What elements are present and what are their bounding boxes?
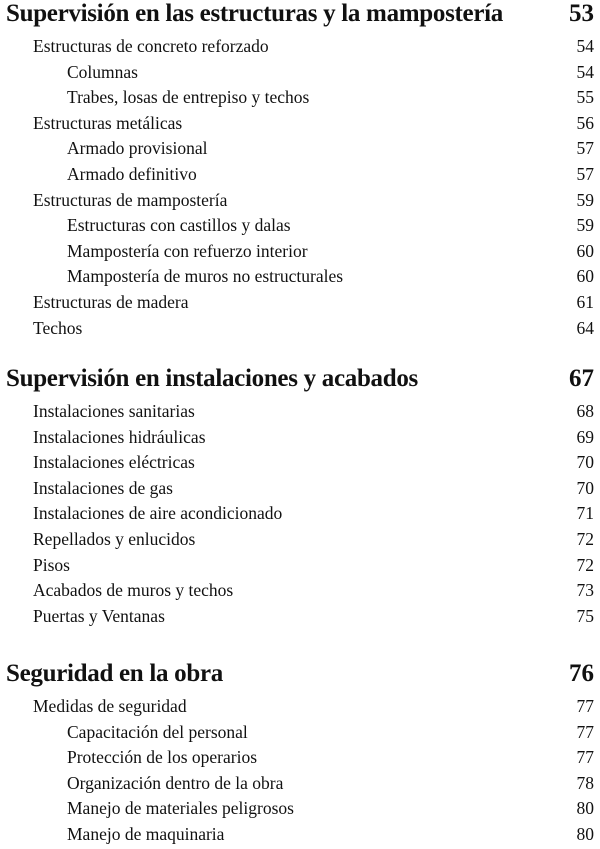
entry-page-number: 78 (576, 772, 594, 793)
toc-entry[interactable] (0, 34, 600, 60)
entry-page-number: 77 (576, 747, 594, 768)
toc-subentry[interactable] (0, 213, 600, 239)
toc-subentry[interactable] (0, 264, 600, 290)
toc-subentry[interactable] (0, 162, 600, 188)
toc-entry[interactable] (0, 316, 600, 342)
entry-page-number: 71 (576, 503, 594, 524)
entry-page-number: 72 (576, 554, 594, 575)
entry-page-number: 70 (576, 477, 594, 498)
entry-label: Capacitación del personal (67, 721, 248, 742)
entry-label: Repellados y enlucidos (33, 528, 196, 549)
toc-entry[interactable] (0, 425, 600, 451)
toc-subentry[interactable] (0, 60, 600, 86)
entry-page-number: 54 (576, 61, 594, 82)
entry-page-number: 70 (576, 452, 594, 473)
toc-subentry[interactable] (0, 745, 600, 771)
toc-section (0, 365, 600, 629)
toc-subentry[interactable] (0, 822, 600, 848)
entry-label: Instalaciones sanitarias (33, 401, 195, 421)
entry-label: Instalaciones de aire acondicionado (33, 503, 283, 524)
entry-page-number: 69 (576, 426, 594, 447)
entry-label: Organización dentro de la obra (67, 772, 284, 793)
entry-label: Techos (33, 317, 83, 338)
entry-page-number: 75 (576, 605, 594, 626)
section-heading[interactable] (0, 0, 600, 34)
entry-page-number: 60 (576, 240, 594, 261)
section-page-number: 76 (569, 660, 594, 687)
entry-page-number: 59 (576, 189, 594, 210)
entry-label: Instalaciones de gas (33, 477, 173, 498)
section-heading[interactable] (0, 660, 600, 694)
entry-label: Acabados de muros y techos (33, 580, 234, 601)
entry-page-number: 77 (576, 721, 594, 742)
section-title: Supervisión en las estructuras y la mampostería (6, 0, 503, 27)
entry-page-number: 80 (576, 823, 594, 844)
toc-subentry[interactable] (0, 771, 600, 797)
entry-label: Medidas de seguridad (33, 696, 187, 716)
section-page-number: 67 (569, 365, 594, 392)
entry-label: Armado definitivo (67, 163, 197, 184)
toc-entry[interactable] (0, 553, 600, 579)
toc-entry[interactable] (0, 501, 600, 527)
toc-entry[interactable] (0, 111, 600, 137)
entry-label: Mampostería de muros no estructurales (67, 266, 344, 287)
entry-page-number: 80 (576, 798, 594, 819)
entry-label: Trabes, losas de entrepiso y techos (67, 87, 310, 108)
entry-page-number: 61 (576, 291, 594, 312)
entry-label: Armado provisional (67, 138, 208, 159)
toc-entry[interactable] (0, 604, 600, 630)
entry-page-number: 77 (576, 696, 594, 716)
toc-entry[interactable] (0, 290, 600, 316)
entry-page-number: 57 (576, 163, 594, 184)
toc-section (0, 660, 600, 848)
toc-entry[interactable] (0, 188, 600, 214)
entry-label: Puertas y Ventanas (33, 605, 165, 626)
entry-label: Pisos (33, 554, 70, 575)
entry-label: Columnas (67, 61, 138, 82)
section-title: Supervisión en instalaciones y acabados (6, 365, 418, 392)
entry-page-number: 59 (576, 215, 594, 236)
entry-page-number: 56 (576, 112, 594, 133)
toc-entry[interactable] (0, 527, 600, 553)
entry-page-number: 64 (576, 317, 594, 338)
entry-label: Estructuras con castillos y dalas (67, 215, 291, 236)
toc-entry[interactable] (0, 450, 600, 476)
toc-subentry[interactable] (0, 239, 600, 265)
section-title: Seguridad en la obra (6, 660, 223, 687)
entry-page-number: 55 (576, 87, 594, 108)
entry-label: Estructuras de mampostería (33, 189, 228, 210)
entry-label: Manejo de materiales peligrosos (67, 798, 294, 819)
toc-subentry[interactable] (0, 796, 600, 822)
toc-subentry[interactable] (0, 85, 600, 111)
entry-page-number: 54 (576, 36, 594, 56)
entry-page-number: 73 (576, 580, 594, 601)
entry-label: Mampostería con refuerzo interior (67, 240, 308, 261)
entry-label: Protección de los operarios (67, 747, 258, 768)
section-heading[interactable] (0, 365, 600, 399)
entry-page-number: 68 (576, 401, 594, 421)
section-page-number: 53 (569, 0, 594, 27)
toc-section (0, 0, 600, 341)
entry-label: Estructuras de madera (33, 291, 189, 312)
entry-page-number: 60 (576, 266, 594, 287)
entry-label: Instalaciones hidráulicas (33, 426, 206, 447)
entry-label: Estructuras metálicas (33, 112, 183, 133)
toc-entry[interactable] (0, 578, 600, 604)
toc-entry[interactable] (0, 476, 600, 502)
entry-label: Manejo de maquinaria (67, 823, 225, 844)
entry-label: Estructuras de concreto reforzado (33, 36, 269, 56)
toc-entry[interactable] (0, 399, 600, 425)
toc-subentry[interactable] (0, 136, 600, 162)
toc-entry[interactable] (0, 694, 600, 720)
toc-subentry[interactable] (0, 720, 600, 746)
entry-label: Instalaciones eléctricas (33, 452, 195, 473)
entry-page-number: 72 (576, 528, 594, 549)
entry-page-number: 57 (576, 138, 594, 159)
